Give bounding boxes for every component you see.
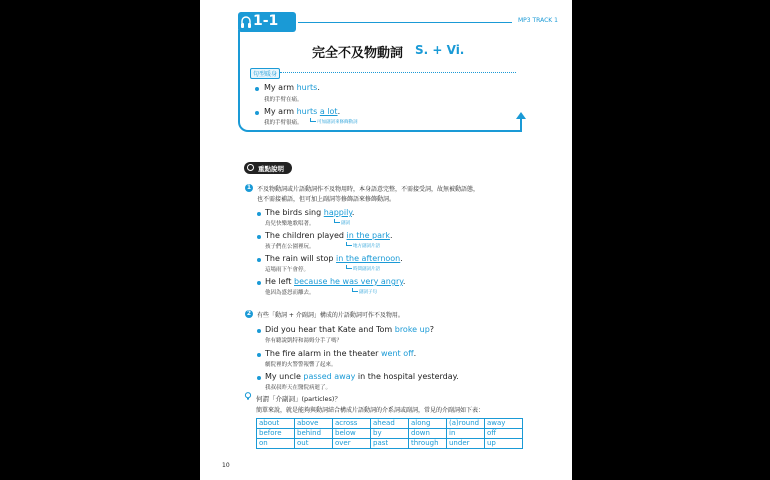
point-text: 有些「動詞 + 介副詞」構成的片語動詞可作不及物用。 — [257, 312, 404, 319]
example-sentence: My uncle passed away in the hospital yesterday. — [265, 372, 459, 381]
table-cell: on — [257, 439, 295, 449]
grammar-note: 副詞子句 — [352, 288, 377, 295]
table-cell: along — [409, 419, 447, 429]
book-page — [200, 0, 572, 480]
example-translation: 孩子們在公園裡玩。 — [265, 244, 315, 250]
table-cell: about — [257, 419, 295, 429]
warmup-sentence: My arm hurts. — [264, 83, 320, 92]
warmup-sentence: My arm hurts a lot. — [264, 107, 341, 116]
table-cell: past — [371, 439, 409, 449]
example-translation: 劇院裡的火警警報響了起來。 — [265, 362, 337, 368]
grammar-note: 時間副詞片語 — [346, 265, 380, 272]
table-cell: (a)round — [447, 419, 485, 429]
point-number: 1 — [246, 184, 252, 191]
example-translation: 鳥兒快樂地歌唱著。 — [265, 221, 315, 227]
bullet-icon — [257, 329, 261, 333]
grammar-note: 地方副詞片語 — [346, 242, 380, 249]
particles-table — [256, 418, 523, 449]
headphone-icon — [240, 15, 252, 29]
sentence-formula: S. + Vi. — [415, 43, 465, 57]
table-cell: in — [447, 429, 485, 439]
bullet-icon — [257, 281, 261, 285]
example-translation: 你有聽說凱特和湯姆分手了嗎？ — [265, 338, 343, 344]
bullet-icon — [257, 212, 261, 216]
key-point-icon — [247, 164, 254, 171]
mp3-track-label: MP3 TRACK 1 — [518, 17, 558, 24]
example-sentence: The birds sing happily. — [265, 208, 355, 217]
hook-arrow-icon — [334, 219, 340, 223]
hook-arrow-icon — [352, 288, 358, 292]
particles-heading: 何謂「介副詞」(particles)？ — [256, 395, 341, 403]
bullet-icon — [257, 258, 261, 262]
table-cell: away — [485, 419, 523, 429]
table-cell: above — [295, 419, 333, 429]
table-row — [257, 429, 523, 439]
point-text: 也不需接補語，但可加上副詞等修飾語來修飾動詞。 — [257, 196, 396, 203]
table-cell: before — [257, 429, 295, 439]
point-number: 2 — [246, 310, 252, 317]
section-heading: 重點說明 — [244, 162, 292, 174]
bullet-icon — [257, 235, 261, 239]
frame-right-edge — [520, 118, 522, 132]
table-cell: under — [447, 439, 485, 449]
table-cell: over — [333, 439, 371, 449]
pattern-tag: 句型暖身 — [250, 68, 280, 79]
example-sentence: The rain will stop in the afternoon. — [265, 254, 403, 263]
warmup-translation: 我的手臂在痛。 — [264, 97, 303, 103]
unit-number: 1-1 — [253, 13, 279, 29]
table-row — [257, 439, 523, 449]
hook-arrow-icon — [310, 118, 316, 122]
grammar-note: 副詞 — [334, 219, 350, 226]
header-rule — [298, 22, 512, 23]
bullet-icon — [255, 111, 259, 115]
table-cell: up — [485, 439, 523, 449]
bullet-icon — [257, 353, 261, 357]
table-cell: across — [333, 419, 371, 429]
point-text: 不及物動詞或片語動詞作不及物用時，本身語意完整，不需接受詞，故無被動語態， — [257, 186, 480, 193]
table-cell: below — [333, 429, 371, 439]
up-arrow-icon — [516, 112, 526, 119]
table-row — [257, 419, 523, 429]
example-translation: 他因為盛怒而離去。 — [265, 290, 315, 296]
grammar-note: 可加副詞來修飾動詞 — [310, 118, 358, 125]
example-sentence: Did you hear that Kate and Tom broke up? — [265, 325, 435, 334]
page-number: 10 — [222, 462, 230, 469]
table-cell: ahead — [371, 419, 409, 429]
table-cell: through — [409, 439, 447, 449]
bullet-icon — [257, 376, 261, 380]
example-sentence: He left because he was very angry. — [265, 277, 406, 286]
example-sentence: The fire alarm in the theater went off. — [265, 349, 417, 358]
particles-description: 簡單來說，就是能夠與動詞結合構成片語動詞的介系詞或副詞，常見的介副詞如下表： — [256, 407, 485, 414]
unit-badge — [238, 12, 296, 32]
example-translation: 我叔叔昨天在醫院病逝了。 — [265, 385, 332, 391]
table-cell: by — [371, 429, 409, 439]
table-cell: off — [485, 429, 523, 439]
dotted-divider — [280, 72, 516, 73]
lightbulb-icon — [244, 392, 252, 400]
table-cell: down — [409, 429, 447, 439]
page-title: 完全不及物動詞 — [312, 46, 404, 61]
example-sentence: The children played in the park. — [265, 231, 393, 240]
table-cell: behind — [295, 429, 333, 439]
table-cell: out — [295, 439, 333, 449]
example-translation: 這場雨下午會停。 — [265, 267, 310, 273]
hook-arrow-icon — [346, 265, 352, 269]
warmup-translation: 我的手臂很痛。 — [264, 120, 303, 126]
hook-arrow-icon — [346, 242, 352, 246]
bullet-icon — [255, 87, 259, 91]
